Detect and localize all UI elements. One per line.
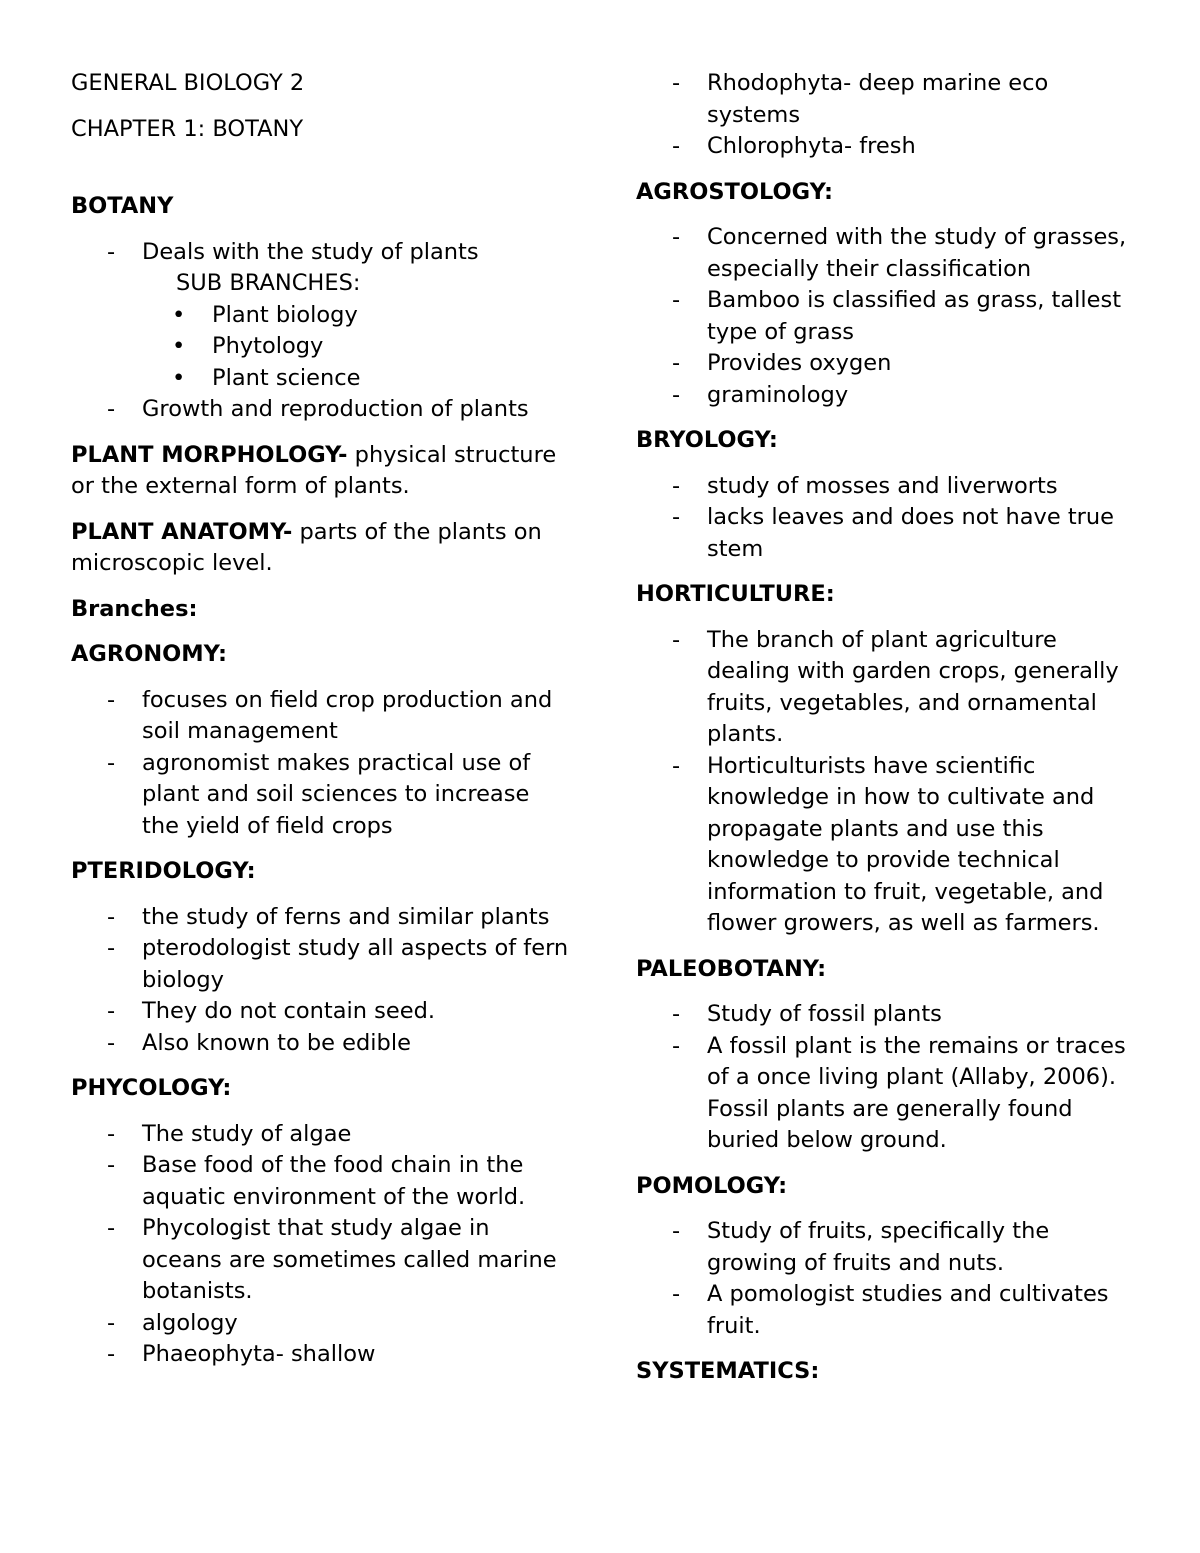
list-item: - lacks leaves and does not have true stem xyxy=(636,502,1136,565)
list-item: - algology xyxy=(71,1308,571,1340)
morphology-term: PLANT MORPHOLOGY- xyxy=(71,441,348,468)
list-item: - Rhodophyta- deep marine eco systems xyxy=(636,68,1136,131)
agronomy-heading: AGRONOMY: xyxy=(71,641,228,667)
anatomy-text: parts of the plants on microscopic level. xyxy=(71,518,542,576)
morphology-definition xyxy=(71,440,571,503)
anatomy-term: PLANT ANATOMY- xyxy=(71,518,293,545)
morphology-text: physical structure or the external form of plants. xyxy=(71,441,557,499)
list-item: - Also known to be edible xyxy=(71,1028,571,1060)
sub-branches-list xyxy=(71,300,571,395)
phycology-heading: PHYCOLOGY: xyxy=(71,1075,232,1101)
list-item: - Growth and reproduction of plants xyxy=(71,394,571,426)
list-item: - A fossil plant is the remains or traces of a once living plant (Allaby, 2006). Fossil plants are generally found buried below ground. xyxy=(636,1031,1136,1157)
agronomy-list xyxy=(71,685,571,843)
list-item: - Base food of the food chain in the aquatic environment of the world. xyxy=(71,1150,571,1213)
bullet-item: • Plant science xyxy=(71,363,571,395)
horticulture-list xyxy=(636,625,1136,940)
right-column xyxy=(636,68,1136,1402)
list-item: - agronomist makes practical use of plant and soil sciences to increase the yield of field crops xyxy=(71,748,571,843)
list-item: - The study of algae xyxy=(71,1119,571,1151)
pomology-heading: POMOLOGY: xyxy=(636,1172,788,1199)
list-item: - pterodologist study all aspects of fern biology xyxy=(71,933,571,996)
paleobotany-list xyxy=(636,999,1136,1157)
bryology-heading: BRYOLOGY: xyxy=(636,427,778,453)
list-item: - graminology xyxy=(636,380,1136,412)
list-item: - A pomologist studies and cultivates fruit. xyxy=(636,1279,1136,1342)
bryology-list xyxy=(636,471,1136,566)
branches-heading: Branches: xyxy=(71,595,198,622)
list-item: - Bamboo is classified as grass, tallest type of grass xyxy=(636,285,1136,348)
pomology-list xyxy=(636,1216,1136,1342)
botany-heading: BOTANY xyxy=(71,193,174,219)
list-item: - Provides oxygen xyxy=(636,348,1136,380)
bullet-item: • Plant biology xyxy=(71,300,571,332)
list-item: - Horticulturists have scientific knowledge in how to cultivate and propagate plants and use this knowledge to provide technical information to fruit, vegetable, and flower growers, as well as farmers. xyxy=(636,751,1136,940)
list-item: - Study of fruits, specifically the growing of fruits and nuts. xyxy=(636,1216,1136,1279)
list-item: - The branch of plant agriculture dealing with garden crops, generally fruits, vegetables, and ornamental plants. xyxy=(636,625,1136,751)
sub-branches-label: SUB BRANCHES: xyxy=(176,270,361,296)
list-item: - focuses on field crop production and soil management xyxy=(71,685,571,748)
list-item: - Concerned with the study of grasses, especially their classification xyxy=(636,222,1136,285)
paleobotany-heading: PALEOBOTANY: xyxy=(636,955,827,982)
chapter-title: CHAPTER 1: BOTANY xyxy=(71,115,304,142)
list-item: - Chlorophyta- fresh xyxy=(636,131,1136,163)
list-item: - Deals with the study of plants xyxy=(71,237,571,269)
systematics-heading: SYSTEMATICS: xyxy=(636,1358,820,1384)
anatomy-definition xyxy=(71,517,571,580)
agrostology-heading: AGROSTOLOGY: xyxy=(636,178,833,205)
list-item: - Phaeophyta- shallow xyxy=(71,1339,571,1371)
phycology-list xyxy=(71,1119,571,1371)
pteridology-heading: PTERIDOLOGY: xyxy=(71,858,256,884)
phycology-list-continued xyxy=(636,68,1136,163)
list-item: - the study of ferns and similar plants xyxy=(71,902,571,934)
agrostology-list xyxy=(636,222,1136,411)
sub-branches xyxy=(71,268,571,394)
pteridology-list xyxy=(71,902,571,1060)
list-item: - study of mosses and liverworts xyxy=(636,471,1136,503)
botany-list xyxy=(71,237,571,269)
horticulture-heading: HORTICULTURE: xyxy=(636,581,835,607)
botany-list-2 xyxy=(71,394,571,426)
doc-title: GENERAL BIOLOGY 2 xyxy=(71,70,305,96)
bullet-item: • Phytology xyxy=(71,331,571,363)
left-column xyxy=(71,68,571,1385)
list-item: - They do not contain seed. xyxy=(71,996,571,1028)
list-item: - Phycologist that study algae in oceans are sometimes called marine botanists. xyxy=(71,1213,571,1308)
list-item: - Study of fossil plants xyxy=(636,999,1136,1031)
